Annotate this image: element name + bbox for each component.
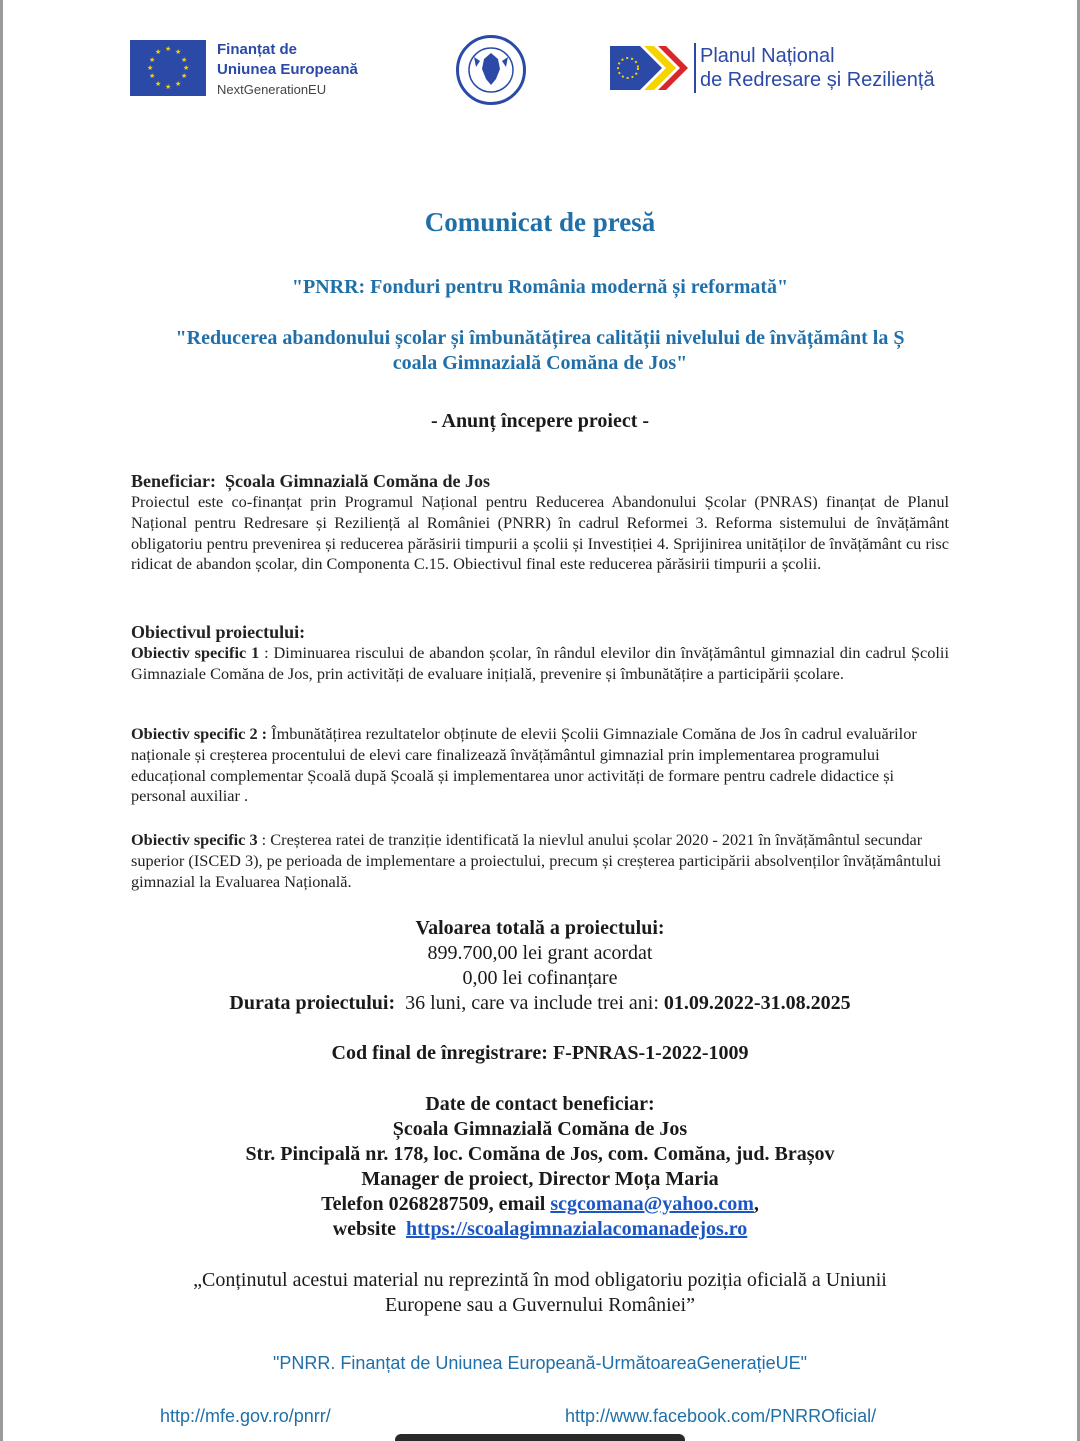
objective-item bbox=[131, 830, 949, 892]
footer-slogan: "PNRR. Finanțat de Uniunea Europeană-UrmătoareaGenerațieUE" bbox=[272, 1353, 808, 1373]
eu-logo-line2: Uniunea Europeană bbox=[217, 61, 358, 78]
disclaimer-line2: Europene sau a Guvernului României” bbox=[385, 1294, 695, 1316]
duration-dates: 01.09.2022-31.08.2025 bbox=[663, 992, 851, 1014]
value-label: Valoarea totală a proiectului: bbox=[415, 917, 665, 939]
duration-label: Durata proiectului: bbox=[229, 992, 396, 1014]
objectives-heading: Obiectivul proiectului: bbox=[131, 622, 306, 642]
project-value-section bbox=[0, 916, 1080, 1016]
pnrr-separator bbox=[694, 43, 696, 93]
eu-logo-line1: Finanțat de bbox=[217, 41, 298, 58]
beneficiary-label: Beneficiar: bbox=[131, 471, 216, 491]
project-title bbox=[130, 326, 950, 376]
objective-3-sep: : bbox=[257, 830, 271, 849]
eu-funding-logo bbox=[130, 40, 358, 100]
contact-manager: Manager de proiect, Director Moța Maria bbox=[361, 1168, 719, 1190]
pnrr-logo-line1: Planul Național bbox=[700, 45, 835, 67]
contact-heading: Date de contact beneficiar: bbox=[425, 1093, 655, 1115]
objective-1-label: Obiectiv specific 1 bbox=[131, 643, 260, 662]
objective-item bbox=[131, 724, 949, 807]
eu-logo-line3: NextGenerationEU bbox=[217, 82, 327, 97]
contact-website-label: website bbox=[332, 1218, 397, 1240]
objective-2-text: Îmbunătățirea rezultatelor obținute de elevii Școlii Gimnaziale Comăna de Jos în cadrul evaluărilor naționale și creșterea procentului de elevi care finalizează învățământul gimnazial prin implementarea programului educațional complementar Școală după Școală și implementarea unor activități de formare pentru cadrele didactice și personal auxiliar . bbox=[131, 724, 917, 806]
project-title-line2: coala Gimnazială Comăna de Jos" bbox=[392, 352, 688, 374]
footer-link-facebook[interactable]: http://www.facebook.com/PNRROficial/ bbox=[565, 1406, 877, 1426]
romanian-government-seal-icon bbox=[456, 35, 526, 105]
objective-1-text: Diminuarea riscului de abandon școlar, în rândul elevilor din învățământul gimnazial din cadrul Școlii Gimnaziale Comăna de Jos, prin activități de evaluare inițială, prevenire și îmbunătățire a participării școlare. bbox=[131, 643, 949, 683]
footer-link-mfe[interactable]: http://mfe.gov.ro/pnrr/ bbox=[160, 1406, 331, 1426]
eu-flag-icon: ★ ★ ★ ★ ★ ★ ★ ★ ★ ★ ★ ★ bbox=[130, 40, 206, 96]
beneficiary-name: Școala Gimnazială Comăna de Jos bbox=[224, 471, 490, 491]
contact-section: Date de contact beneficiar: Școala Gimnazială Comăna de Jos Str. Pincipală nr. 178, loc. Comăna de Jos, com. Comăna, jud. Brașov Manager de proiect, Director Moța Maria Telefon 0268287509, email scgcomana@yahoo.com, website https://scoalagimnazialacomanadejos.ro bbox=[0, 1092, 1080, 1242]
value-grant: 899.700,00 lei grant acordat bbox=[427, 942, 653, 964]
objective-1-sep: : bbox=[259, 643, 274, 662]
page-title: Comunicat de presă bbox=[424, 207, 656, 237]
objective-3-text: Creșterea ratei de tranziție identificată la nievlul anului școlar 2020 - 2021 în învățământul secundar superior (ISCED 3), pe perioada de implementare a proiectului, precum și creșterea participării absolvenților învățământului gimnazial la Evaluarea Națională. bbox=[131, 830, 942, 891]
contact-school: Școala Gimnazială Comăna de Jos bbox=[392, 1118, 688, 1140]
subtitle: "PNRR: Fonduri pentru România modernă și reformată" bbox=[291, 276, 789, 298]
objectives-section bbox=[131, 621, 949, 685]
announcement: - Anunț începere proiect - bbox=[430, 410, 650, 432]
contact-phone: Telefon 0268287509, email bbox=[321, 1193, 546, 1215]
value-cofinance: 0,00 lei cofinanțare bbox=[462, 967, 618, 989]
pnrr-logo bbox=[610, 42, 935, 94]
beneficiary-text: Proiectul este co-finanțat prin Programul Național pentru Reducerea Abandonului Școlar (PNRAS) finanțat de Planul Național pentru Redresare și Reziliență al României (PNRR) în cadrul Reformei 3. Reforma sistemului de învățământ obligatoriu pentru prevenirea și reducerea părăsirii timpurii a școlii și Investiției 4. Sprijinirea unităților de învățământ cu risc ridicat de abandon școlar, din Componenta C.15. Obiectivul final este reducerea părăsirii timpurii a școlii. bbox=[131, 492, 949, 574]
contact-address: Str. Pincipală nr. 178, loc. Comăna de Jos, com. Comăna, jud. Brașov bbox=[245, 1143, 835, 1165]
objective-item bbox=[131, 643, 949, 685]
disclaimer bbox=[140, 1268, 940, 1318]
project-title-line1: "Reducerea abandonului școlar și îmbunătățirea calității nivelului de învățământ la Ș bbox=[175, 327, 905, 349]
pnrr-arrows-icon bbox=[610, 42, 692, 94]
home-indicator-bar bbox=[395, 1434, 685, 1441]
disclaimer-line1: „Conținutul acestui material nu reprezintă în mod obligatoriu poziția oficială a Uniunii bbox=[193, 1269, 887, 1291]
registration-code: Cod final de înregistrare: F-PNRAS-1-2022-1009 bbox=[331, 1042, 749, 1064]
duration-text: 36 luni, care va include trei ani: bbox=[405, 992, 659, 1014]
pnrr-logo-line2: de Redresare și Reziliență bbox=[700, 69, 935, 91]
beneficiary-section bbox=[131, 470, 949, 575]
contact-website-link[interactable]: https://scoalagimnazialacomanadejos.ro bbox=[406, 1218, 748, 1240]
objective-2-label: Obiectiv specific 2 : bbox=[131, 724, 268, 743]
objective-3-label: Obiectiv specific 3 bbox=[131, 830, 258, 849]
contact-email-link[interactable]: scgcomana@yahoo.com bbox=[550, 1193, 754, 1215]
